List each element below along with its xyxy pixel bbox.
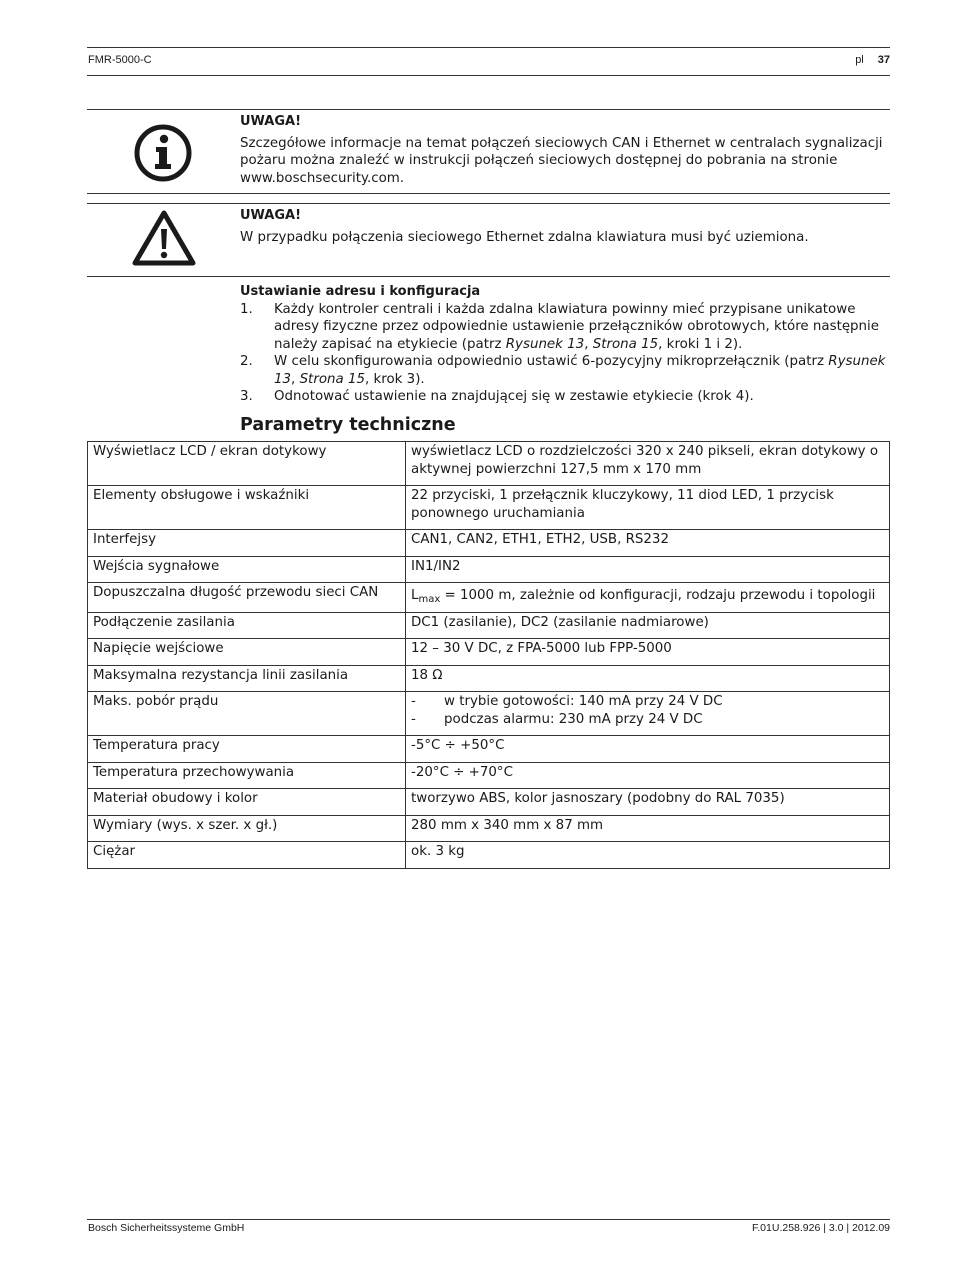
- warning-icon: [131, 208, 197, 272]
- table-row: [88, 842, 890, 869]
- table-row: [88, 639, 890, 666]
- page-number: 37: [877, 54, 890, 66]
- spec-value: [406, 583, 890, 613]
- list-dash: -: [411, 711, 416, 727]
- info-icon: [131, 124, 195, 186]
- step-number: 3.: [240, 389, 253, 404]
- spec-value: IN1/IN2: [406, 556, 890, 583]
- step-text: Odnotować ustawienie na znajdującej się w zestawie etykiecie (krok 4).: [274, 389, 754, 404]
- setup-steps: [240, 301, 890, 406]
- section-title: Parametry techniczne: [240, 415, 456, 435]
- spec-label: Podłączenie zasilania: [88, 612, 406, 639]
- spec-value: 12 – 30 V DC, z FPA-5000 lub FPP-5000: [406, 639, 890, 666]
- list-item-text: w trybie gotowości: 140 mA przy 24 V DC: [444, 694, 723, 709]
- table-row: [88, 665, 890, 692]
- spec-label: Wyświetlacz LCD / ekran dotykowy: [88, 442, 406, 486]
- notice-text: W przypadku połączenia sieciowego Ethernet zdalna klawiatura musi być uziemiona.: [240, 229, 809, 245]
- spec-label: Temperatura przechowywania: [88, 762, 406, 789]
- spec-label: Materiał obudowy i kolor: [88, 789, 406, 816]
- step-number: 1.: [240, 301, 253, 317]
- spec-label: Elementy obsługowe i wskaźniki: [88, 486, 406, 530]
- tech-spec-table: [87, 441, 890, 869]
- spec-value: 22 przyciski, 1 przełącznik kluczykowy, 11 diod LED, 1 przycisk ponownego uruchamiania: [406, 486, 890, 530]
- step-text-end: , kroki 1 i 2).: [658, 336, 743, 352]
- table-row: [88, 612, 890, 639]
- table-row: [88, 762, 890, 789]
- address-setup-section: [240, 283, 890, 406]
- separator: ,: [584, 336, 593, 352]
- table-row: [88, 789, 890, 816]
- info-notice-body: [240, 113, 890, 187]
- language-code: pl: [855, 54, 864, 66]
- list-item: [411, 711, 884, 729]
- spec-label: Napięcie wejściowe: [88, 639, 406, 666]
- spec-label: Wejścia sygnałowe: [88, 556, 406, 583]
- spec-label: Ciężar: [88, 842, 406, 869]
- spec-value: tworzywo ABS, kolor jasnoszary (podobny do RAL 7035): [406, 789, 890, 816]
- table-row: [88, 486, 890, 530]
- table-row: [88, 815, 890, 842]
- value-text: = 1000 m, zależnie od konfiguracji, rodzaju przewodu i topologii: [440, 588, 876, 603]
- section-subtitle: Ustawianie adresu i konfiguracja: [240, 284, 481, 299]
- spec-label: Temperatura pracy: [88, 736, 406, 763]
- table-row: [88, 530, 890, 557]
- document-name: FMR-5000-C: [88, 54, 152, 66]
- figure-reference: Rysunek 13: [274, 354, 886, 387]
- spec-label: Maksymalna rezystancja linii zasilania: [88, 665, 406, 692]
- table-row: [88, 583, 890, 613]
- value-subscript: max: [418, 594, 441, 605]
- spec-label: Wymiary (wys. x szer. x gł.): [88, 815, 406, 842]
- table-row: [88, 442, 890, 486]
- table-row: [88, 692, 890, 736]
- spec-value: CAN1, CAN2, ETH1, ETH2, USB, RS232: [406, 530, 890, 557]
- step-text: Każdy kontroler centrali i każda zdalna klawiatura powinny mieć przypisane unikatowe adresy fizyczne przez odpowiednie ustawienie przełączników obrotowych, które następnie należy zapisać na etykiecie (patrz: [274, 301, 880, 352]
- spec-label: Maks. pobór prądu: [88, 692, 406, 736]
- info-notice: [87, 109, 890, 194]
- company-name: Bosch Sicherheitssysteme GmbH: [88, 1222, 245, 1234]
- document-reference: F.01U.258.926 | 3.0 | 2012.09: [752, 1222, 890, 1234]
- spec-label: Interfejsy: [88, 530, 406, 557]
- warning-notice: [87, 203, 890, 277]
- header-right: [855, 54, 890, 66]
- warning-notice-body: [240, 207, 890, 246]
- page-reference: Strona 15: [592, 336, 659, 352]
- setup-step: [240, 353, 890, 388]
- spec-value: 280 mm x 340 mm x 87 mm: [406, 815, 890, 842]
- notice-text: Szczegółowe informacje na temat połączeń sieciowych CAN i Ethernet w centralach sygnalizacji pożaru można znaleźć w instrukcji połączeń sieciowych dostępnej do pobrania na stronie www.boschsecurity.com.: [240, 135, 883, 186]
- step-number: 2.: [240, 354, 253, 369]
- spec-value: -20°C ÷ +70°C: [406, 762, 890, 789]
- table-row: [88, 736, 890, 763]
- step-text-end: , krok 3).: [365, 371, 425, 387]
- setup-step: [240, 388, 890, 406]
- spec-value: DC1 (zasilanie), DC2 (zasilanie nadmiarowe): [406, 612, 890, 639]
- spec-value: -5°C ÷ +50°C: [406, 736, 890, 763]
- setup-step: [240, 301, 890, 354]
- notice-title: UWAGA!: [240, 114, 302, 129]
- spec-value: wyświetlacz LCD o rozdzielczości 320 x 240 pikseli, ekran dotykowy o aktywnej powierzchni 127,5 mm x 170 mm: [406, 442, 890, 486]
- page-header: [87, 47, 890, 76]
- figure-reference: Rysunek 13: [505, 336, 585, 352]
- spec-value: [406, 692, 890, 736]
- list-item: [411, 693, 884, 711]
- page-reference: Strona 15: [299, 371, 365, 387]
- separator: ,: [291, 371, 300, 387]
- page-footer: [87, 1219, 890, 1234]
- spec-value: ok. 3 kg: [406, 842, 890, 869]
- table-row: [88, 556, 890, 583]
- list-item-text: podczas alarmu: 230 mA przy 24 V DC: [444, 711, 703, 727]
- list-dash: -: [411, 694, 416, 709]
- spec-label: Dopuszczalna długość przewodu sieci CAN: [88, 583, 406, 613]
- value-symbol: L: [411, 588, 419, 603]
- spec-value: 18 Ω: [406, 665, 890, 692]
- notice-title: UWAGA!: [240, 208, 302, 223]
- step-text: W celu skonfigurowania odpowiednio ustawić 6-pozycyjny mikroprzełącznik (patrz: [274, 354, 829, 369]
